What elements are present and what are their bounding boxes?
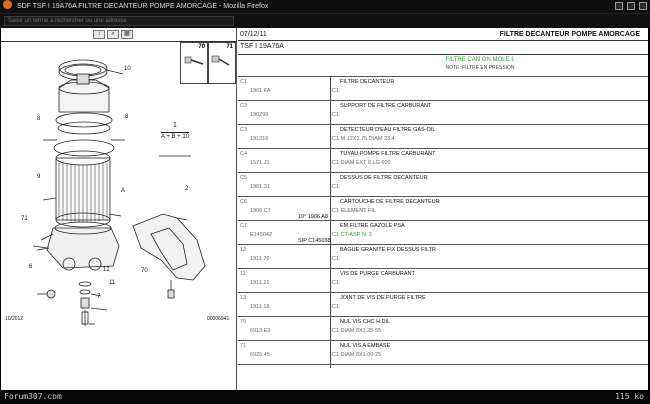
address-row — [0, 14, 650, 28]
diagram-date: 10/2012 — [5, 316, 24, 322]
row-reference: 1901.31 — [250, 184, 270, 190]
callout-2: 2 — [185, 186, 189, 192]
callout-10: 10 — [124, 66, 131, 72]
table-row[interactable] — [238, 76, 648, 77]
row-description: TUYAU POMPE FILTRE CARBURANT — [340, 151, 436, 157]
status-size: 115 ko — [615, 392, 644, 401]
part-box-70[interactable]: 70 — [180, 42, 208, 84]
compat-note: FILTRE CAN ON MOLE 1 — [445, 57, 515, 63]
side-ref-b: SIP C145038 — [298, 238, 331, 244]
row-reference: 1901 6A — [250, 88, 271, 94]
window-title: SDF TSF I 19A76A FILTRE DECANTEUR POMPE AMORCAGE - Mozilla Firefox — [16, 3, 269, 10]
row-number: C3 — [240, 127, 248, 133]
column-separator — [330, 76, 331, 368]
status-site: Forum307.com — [4, 392, 62, 401]
row-quantity: C1 — [332, 88, 340, 94]
table-row[interactable] — [238, 316, 648, 317]
callout-8b: 8 — [125, 114, 129, 120]
table-row[interactable] — [238, 292, 648, 293]
window-titlebar — [0, 0, 650, 14]
close-button[interactable] — [639, 2, 647, 10]
table-row[interactable] — [238, 100, 648, 101]
row-reference: 1911.21 — [250, 280, 270, 286]
row-description: VIS DE PURGE CARBURANT — [340, 271, 415, 277]
callout-7: 7 — [97, 294, 101, 300]
part-code: TSF I 19A76A — [240, 43, 284, 50]
callout-a: A — [121, 188, 126, 194]
header-divider-2 — [238, 54, 648, 55]
row-description: CARTOUCHE DE FILTRE DECANTEUR — [340, 199, 440, 205]
row-description: BAGUE GRANITE FIX DESSUS FILTR — [340, 247, 436, 253]
row-number: C4 — [240, 151, 248, 157]
status-bar — [0, 390, 650, 404]
doc-date: 07/12/11 — [240, 31, 267, 38]
formula-number: 1 — [173, 122, 177, 129]
row-reference: 191316 — [250, 136, 269, 142]
table-row[interactable] — [238, 172, 648, 173]
row-description: FILTRE DECANTEUR — [340, 79, 395, 85]
table-row[interactable] — [238, 244, 648, 245]
page-title: FILTRE DECANTEUR POMPE AMORCAGE — [499, 31, 640, 38]
table-row[interactable] — [238, 124, 648, 125]
row-description: SUPPORT DE FILTRE CARBURANT — [340, 103, 432, 109]
address-input[interactable]: Saisir un terme à rechercher ou une adresse — [4, 16, 234, 26]
callout-11: 11 — [109, 280, 116, 286]
table-row[interactable] — [238, 268, 648, 269]
header-divider — [238, 40, 648, 41]
row-reference: 1906 C7 — [250, 208, 271, 214]
window-controls — [615, 2, 647, 10]
diagram-panel — [1, 28, 237, 390]
row-quantity: C1 M 12X1.75 DIAM 23.4 — [332, 136, 395, 142]
row-quantity: C1 — [332, 256, 340, 262]
row-number: C7 — [240, 223, 248, 229]
minimize-button[interactable] — [615, 2, 623, 10]
row-reference: E145042 — [250, 232, 273, 238]
row-quantity: C1 — [332, 280, 340, 286]
row-quantity: C1 — [332, 304, 340, 310]
table-row[interactable] — [238, 148, 648, 149]
row-quantity: C1 ELEMENT FIL — [332, 208, 376, 214]
firefox-icon — [3, 0, 12, 9]
row-reference: 1911.76 — [250, 256, 270, 262]
callout-8a: 8 — [37, 116, 41, 122]
row-quantity: C1 DIAM 8X1.00-25 — [332, 352, 382, 358]
row-number: 12 — [240, 247, 247, 253]
row-number: C6 — [240, 199, 248, 205]
row-number: 13 — [240, 295, 247, 301]
main-content — [1, 28, 648, 390]
parts-table-panel — [238, 28, 648, 390]
row-quantity: C1 DIAM EXT 8 LG 600 — [332, 160, 391, 166]
exploded-diagram — [1, 28, 237, 390]
row-number: C1 — [240, 79, 248, 85]
row-number: C2 — [240, 103, 248, 109]
row-reference: 190299 — [250, 112, 269, 118]
table-end-line — [238, 364, 648, 365]
side-ref-a: 10° 1906 A8 — [298, 214, 329, 220]
table-row[interactable] — [238, 220, 648, 221]
row-reference: 1911.18 — [250, 304, 270, 310]
zoom-icon[interactable]: ⌕ — [107, 30, 119, 39]
diagram-ref: 00006941 — [207, 316, 230, 322]
callout-9: 9 — [37, 174, 41, 180]
fit-view-icon[interactable]: ↕ — [93, 30, 105, 39]
row-number: 11 — [240, 271, 246, 277]
row-description: JOINT DE VIS DE PURGE FILTRE — [340, 295, 426, 301]
callout-70: 70 — [141, 268, 148, 274]
row-reference: 1571.J1 — [250, 160, 270, 166]
callout-6: 6 — [29, 264, 33, 270]
table-row[interactable] — [238, 340, 648, 341]
row-description: DETECTEUR D'EAU FILTRE GAS-OIL — [340, 127, 436, 133]
row-quantity: C1 — [332, 184, 340, 190]
callout-12: 12 — [103, 267, 110, 273]
row-description: DESSUS DE FILTRE DECANTEUR — [340, 175, 428, 181]
row-quantity: C1 DIAM 8X1.25-55 — [332, 328, 382, 334]
row-number: C5 — [240, 175, 248, 181]
row-number: 70 — [240, 319, 247, 325]
pressure-note: NOTE: FILTRE EN PRESSION — [445, 65, 515, 71]
part-box-71[interactable]: 71 — [208, 42, 236, 84]
row-description: EM.FILTRE GAZOLE PSA — [340, 223, 405, 229]
formula-components: A + B + 10 — [161, 134, 190, 140]
row-quantity: C1 CT-ASP N. 3 — [332, 232, 372, 238]
row-reference: 6925.45 — [250, 352, 270, 358]
grid-icon[interactable]: ▦ — [121, 30, 133, 39]
row-description: NUL VIS A EMBASE — [340, 343, 391, 349]
maximize-button[interactable] — [627, 2, 635, 10]
row-quantity: C1 — [332, 112, 340, 118]
row-number: 71 — [240, 343, 247, 349]
row-description: NUL VIS CHC H.DIL — [340, 319, 391, 325]
table-row[interactable] — [238, 196, 648, 197]
row-reference: 6913.E3 — [250, 328, 271, 334]
callout-71: 71 — [21, 216, 28, 222]
